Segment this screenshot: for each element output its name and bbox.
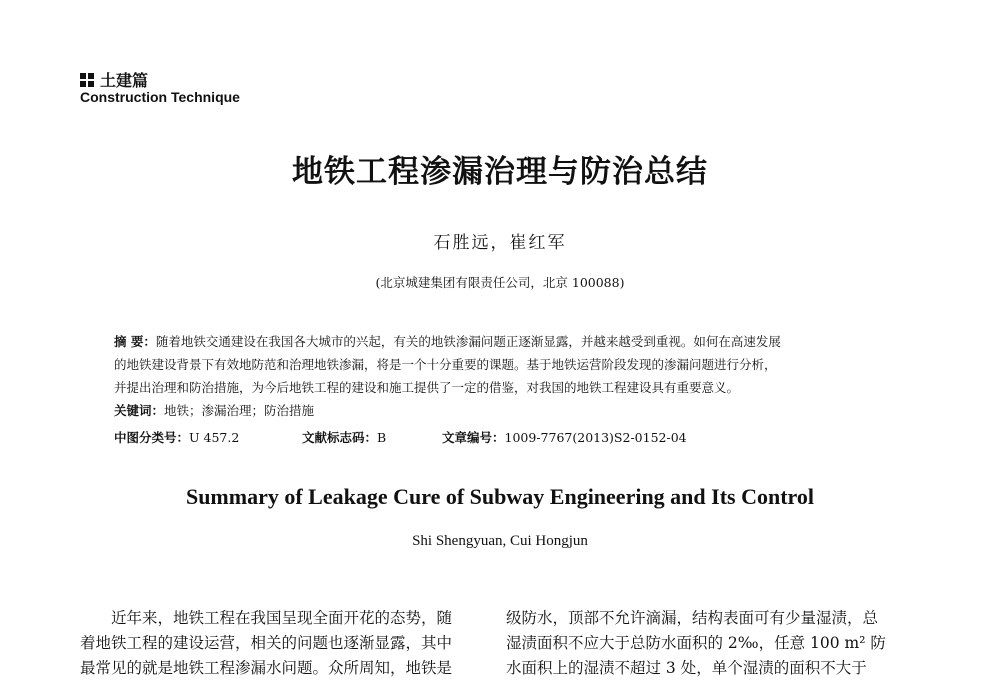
abstract-line: 随着地铁交通建设在我国各大城市的兴起，有关的地铁渗漏问题正逐渐显露，并越来越受到重视。如何在高速发展 <box>155 334 781 349</box>
article-no-label: 文章编号： <box>442 430 505 445</box>
section-title-en: Construction Technique <box>80 89 240 105</box>
section-block-icon <box>80 73 94 87</box>
body-line: 着地铁工程的建设运营，相关的问题也逐渐显露，其中 <box>80 634 453 652</box>
section-header <box>80 68 148 91</box>
doc-code-value: B <box>377 430 387 445</box>
paper-title-en: Summary of Leakage Cure of Subway Engineering and Its Control <box>185 484 815 509</box>
keywords-label: 关键词： <box>114 403 165 418</box>
doc-code-label: 文献标志码： <box>302 430 378 445</box>
abstract-line: 并提出治理和防治措施，为今后地铁工程的建设和施工提供了一定的借鉴，对我国的地铁工程建设具有重要意义。 <box>114 380 740 395</box>
body-line: 级防水，顶部不允许滴漏，结构表面可有少量湿渍，总 <box>506 609 879 627</box>
authors-cn: 石胜远，崔红军 <box>433 233 567 253</box>
paper-title-cn: 地铁工程渗漏治理与防治总结 <box>292 154 708 190</box>
keywords-value: 地铁；渗漏治理；防治措施 <box>164 403 315 418</box>
article-no-value: 1009-7767(2013)S2-0152-04 <box>504 430 687 445</box>
abstract-label: 摘 要： <box>114 334 156 349</box>
affiliation: (北京城建集团有限责任公司，北京 100088) <box>375 275 625 290</box>
clc-value: U 457.2 <box>189 430 240 445</box>
body-line: 湿渍面积不应大于总防水面积的 2‰，任意 100 m² 防 <box>506 634 886 652</box>
abstract-line: 的地铁建设背景下有效地防范和治理地铁渗漏，将是一个十分重要的课题。基于地铁运营阶段发现的渗漏问题进行分析， <box>114 357 777 372</box>
body-column-left <box>80 606 490 681</box>
body-line: 近年来，地铁工程在我国呈现全面开花的态势，随 <box>111 609 453 627</box>
body-line: 水面积上的湿渍不超过 3 处，单个湿渍的面积不大于 <box>506 659 867 677</box>
body-column-right <box>506 606 916 681</box>
section-title-cn: 土建篇 <box>100 71 149 90</box>
body-line: 最常见的就是地铁工程渗漏水问题。众所周知，地铁是 <box>80 659 453 677</box>
classification-row <box>114 428 687 446</box>
authors-en: Shi Shengyuan, Cui Hongjun <box>412 533 588 549</box>
abstract-block <box>114 330 781 422</box>
clc-label: 中图分类号： <box>114 430 190 445</box>
